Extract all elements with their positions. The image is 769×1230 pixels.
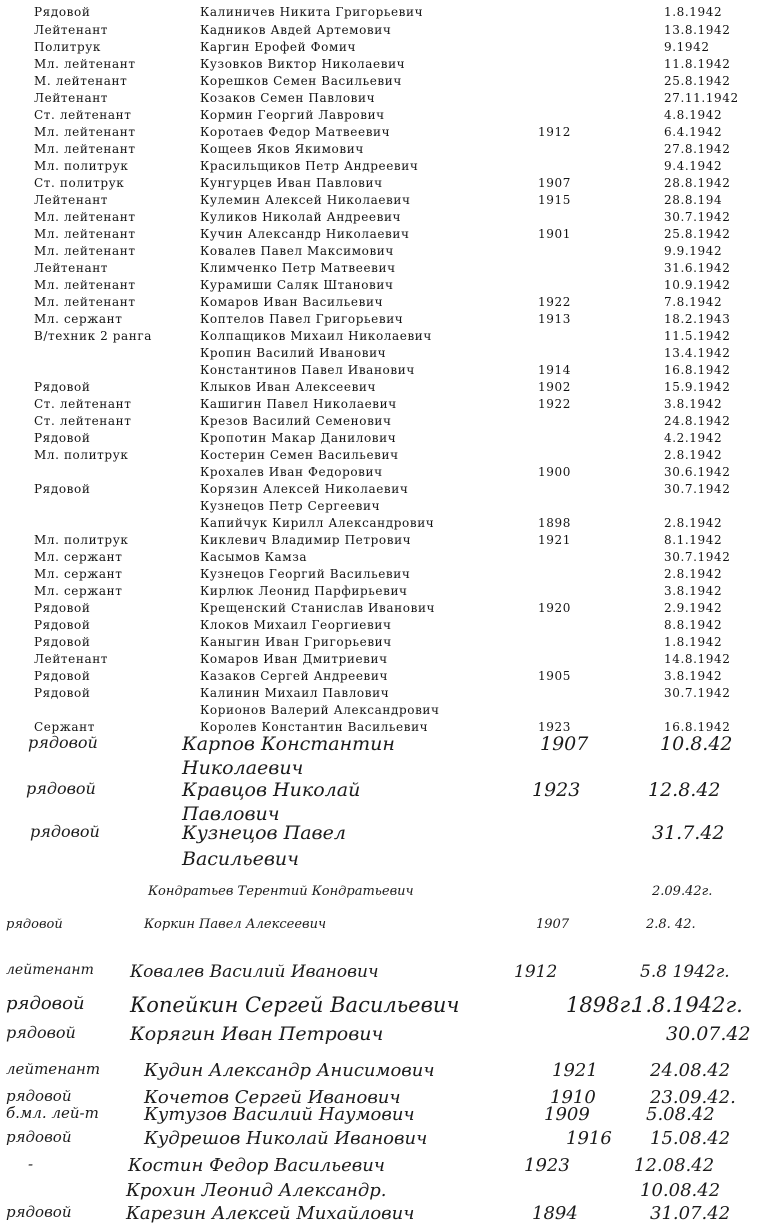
handwritten-year: 1898г. (566, 993, 637, 1017)
printed-name: Колпащиков Михаил Николаевич (200, 329, 432, 343)
printed-rank: Мл. лейтенант (34, 295, 136, 309)
printed-rank: Лейтенант (34, 23, 109, 37)
printed-row (0, 635, 769, 652)
printed-name: Константинов Павел Иванович (200, 363, 415, 377)
printed-name: Комаров Иван Васильевич (200, 295, 384, 309)
printed-rank: Мл. политрук (34, 448, 129, 462)
printed-date: 25.8.1942 (664, 227, 731, 241)
handwritten-row (0, 779, 769, 805)
printed-name: Кирлюк Леонид Парфирьевич (200, 584, 408, 598)
printed-row (0, 278, 769, 295)
printed-name: Кунгурцев Иван Павлович (200, 176, 383, 190)
printed-row (0, 91, 769, 108)
printed-row (0, 329, 769, 346)
printed-date: 3.8.1942 (664, 584, 723, 598)
printed-date: 2.9.1942 (664, 601, 723, 615)
printed-date: 13.4.1942 (664, 346, 731, 360)
printed-date: 4.8.1942 (664, 108, 723, 122)
printed-rank: Лейтенант (34, 652, 109, 666)
handwritten-year: 1923 (532, 779, 581, 801)
printed-date: 11.5.1942 (664, 329, 731, 343)
printed-name: Кулемин Алексей Николаевич (200, 193, 411, 207)
printed-name: Корешков Семен Васильевич (200, 74, 402, 88)
printed-date: 1.8.1942 (664, 5, 723, 19)
handwritten-rank: лейтенант (6, 962, 94, 978)
printed-rank: М. лейтенант (34, 74, 128, 88)
printed-name: Коптелов Павел Григорьевич (200, 312, 404, 326)
printed-rank: Мл. лейтенант (34, 278, 136, 292)
printed-date: 1.8.1942 (664, 635, 723, 649)
printed-name: Каныгин Иван Григорьевич (200, 635, 392, 649)
printed-rank: Рядовой (34, 431, 91, 445)
handwritten-date: 2.09.42г. (652, 884, 713, 899)
printed-year: 1907 (538, 176, 571, 190)
printed-rank: Рядовой (34, 686, 91, 700)
printed-rank: Мл. лейтенант (34, 244, 136, 258)
handwritten-name: Корягин Иван Петрович (130, 1023, 384, 1045)
printed-row (0, 533, 769, 550)
printed-row (0, 363, 769, 380)
printed-date: 9.9.1942 (664, 244, 723, 258)
printed-row (0, 5, 769, 22)
handwritten-name: Кочетов Сергей Иванович (144, 1087, 401, 1108)
handwritten-name: Кудрешов Николай Иванович (144, 1128, 428, 1149)
printed-row (0, 516, 769, 533)
handwritten-year: 1912 (514, 962, 558, 982)
printed-rank: Лейтенант (34, 193, 109, 207)
printed-row (0, 414, 769, 431)
handwritten-name: Павлович (182, 803, 280, 825)
printed-year: 1914 (538, 363, 571, 377)
printed-name: Ковалев Павел Максимович (200, 244, 394, 258)
printed-row (0, 57, 769, 74)
handwritten-year: 1923 (524, 1155, 570, 1176)
printed-date: 30.7.1942 (664, 550, 731, 564)
printed-row (0, 346, 769, 363)
printed-row (0, 142, 769, 159)
printed-date: 30.7.1942 (664, 686, 731, 700)
handwritten-date: 12.08.42 (634, 1155, 715, 1176)
handwritten-name: Кудин Александр Анисимович (144, 1060, 435, 1081)
printed-date: 15.9.1942 (664, 380, 731, 394)
printed-rank: Мл. сержант (34, 567, 123, 581)
printed-rank: Мл. лейтенант (34, 227, 136, 241)
handwritten-year: 1894 (532, 1203, 578, 1224)
printed-row (0, 125, 769, 142)
printed-row (0, 193, 769, 210)
handwritten-date: 24.08.42 (650, 1060, 731, 1081)
printed-date: 8.1.1942 (664, 533, 723, 547)
printed-name: Корязин Алексей Николаевич (200, 482, 409, 496)
printed-year: 1900 (538, 465, 571, 479)
printed-name: Крещенский Станислав Иванович (200, 601, 436, 615)
printed-row (0, 176, 769, 193)
handwritten-row (0, 917, 769, 937)
printed-name: Королев Константин Васильевич (200, 720, 429, 734)
printed-date: 2.8.1942 (664, 516, 723, 530)
printed-date: 11.8.1942 (664, 57, 731, 71)
printed-date: 7.8.1942 (664, 295, 723, 309)
printed-name: Комаров Иван Дмитриевич (200, 652, 388, 666)
handwritten-rank: рядовой (6, 1087, 72, 1105)
printed-name: Казаков Сергей Андреевич (200, 669, 389, 683)
handwritten-row (0, 848, 769, 874)
handwritten-name: Карезин Алексей Михайлович (126, 1203, 415, 1224)
printed-row (0, 550, 769, 567)
printed-rank: Мл. политрук (34, 533, 129, 547)
printed-row (0, 601, 769, 618)
printed-date: 27.8.1942 (664, 142, 731, 156)
printed-rank: Рядовой (34, 482, 91, 496)
handwritten-rank: рядовой (6, 1023, 76, 1042)
printed-rank: Ст. лейтенант (34, 397, 132, 411)
handwritten-row (0, 1104, 769, 1130)
printed-name: Кормин Георгий Лаврович (200, 108, 385, 122)
handwritten-date: 10.8.42 (660, 733, 733, 755)
handwritten-year: 1916 (566, 1128, 612, 1149)
handwritten-row (0, 822, 769, 848)
printed-name: Кропотин Макар Данилович (200, 431, 397, 445)
printed-row (0, 652, 769, 669)
printed-rank: В/техник 2 ранга (34, 329, 153, 343)
printed-name: Кузнецов Георгий Васильевич (200, 567, 411, 581)
handwritten-row (0, 733, 769, 759)
printed-rank: Сержант (34, 720, 95, 734)
printed-rank: Ст. политрук (34, 176, 125, 190)
printed-date: 16.8.1942 (664, 363, 731, 377)
printed-year: 1915 (538, 193, 571, 207)
handwritten-year: 1909 (544, 1104, 590, 1125)
handwritten-rank: рядовой (6, 993, 85, 1014)
printed-name: Калиничев Никита Григорьевич (200, 5, 424, 19)
handwritten-row (0, 1203, 769, 1229)
handwritten-name: Копейкин Сергей Васильевич (130, 993, 460, 1017)
printed-name: Крохалев Иван Федорович (200, 465, 383, 479)
printed-date: 14.8.1942 (664, 652, 731, 666)
printed-name: Касымов Камза (200, 550, 308, 564)
handwritten-date: 31.7.42 (652, 822, 725, 844)
printed-row (0, 23, 769, 40)
printed-rank: Мл. сержант (34, 550, 123, 564)
printed-name: Куликов Николай Андреевич (200, 210, 402, 224)
handwritten-name: Коркин Павел Алексеевич (144, 917, 327, 932)
handwritten-row (0, 1128, 769, 1154)
handwritten-rank: - (28, 1155, 34, 1173)
printed-name: Кашигин Павел Николаевич (200, 397, 397, 411)
printed-year: 1922 (538, 295, 571, 309)
printed-year: 1922 (538, 397, 571, 411)
printed-date: 3.8.1942 (664, 397, 723, 411)
handwritten-name: Ковалев Василий Иванович (130, 962, 379, 982)
printed-date: 6.4.1942 (664, 125, 723, 139)
handwritten-name: Николаевич (182, 757, 304, 779)
printed-row (0, 397, 769, 414)
printed-rank: Мл. сержант (34, 584, 123, 598)
handwritten-row (0, 962, 769, 988)
printed-row (0, 703, 769, 720)
printed-name: Кузнецов Петр Сергеевич (200, 499, 381, 513)
handwritten-row (0, 1060, 769, 1086)
printed-row (0, 431, 769, 448)
printed-date: 18.2.1943 (664, 312, 731, 326)
printed-row (0, 40, 769, 57)
handwritten-date: 2.8. 42. (646, 917, 696, 932)
printed-date: 28.8.1942 (664, 176, 731, 190)
handwritten-name: Кондратьев Терентий Кондратьевич (148, 884, 414, 899)
handwritten-row (0, 1155, 769, 1181)
printed-year: 1923 (538, 720, 571, 734)
handwritten-date: 12.8.42 (648, 779, 721, 801)
printed-row (0, 482, 769, 499)
printed-row (0, 244, 769, 261)
printed-row (0, 210, 769, 227)
printed-name: Крезов Василий Семенович (200, 414, 392, 428)
printed-year: 1913 (538, 312, 571, 326)
printed-name: Калинин Михаил Павлович (200, 686, 390, 700)
printed-name: Кучин Александр Николаевич (200, 227, 410, 241)
printed-rank: Лейтенант (34, 91, 109, 105)
printed-row (0, 261, 769, 278)
handwritten-date: 5.08.42 (646, 1104, 715, 1125)
printed-name: Кузовков Виктор Николаевич (200, 57, 406, 71)
printed-name: Красильщиков Петр Андреевич (200, 159, 419, 173)
handwritten-date: 5.8 1942г. (640, 962, 730, 982)
handwritten-rank: лейтенант (6, 1060, 101, 1078)
printed-name: Клыков Иван Алексеевич (200, 380, 377, 394)
printed-name: Каргин Ерофей Фомич (200, 40, 357, 54)
printed-row (0, 669, 769, 686)
printed-row (0, 567, 769, 584)
printed-row (0, 448, 769, 465)
printed-name: Козаков Семен Павлович (200, 91, 376, 105)
handwritten-date: 23.09.42. (650, 1087, 736, 1108)
handwritten-year: 1921 (552, 1060, 598, 1081)
handwritten-name: Костин Федор Васильевич (128, 1155, 385, 1176)
printed-date: 4.2.1942 (664, 431, 723, 445)
printed-row (0, 686, 769, 703)
printed-date: 16.8.1942 (664, 720, 731, 734)
handwritten-rank: рядовой (6, 917, 63, 932)
printed-row (0, 295, 769, 312)
printed-row (0, 74, 769, 91)
handwritten-rank: рядовой (28, 733, 98, 752)
printed-rank: Мл. сержант (34, 312, 123, 326)
handwritten-year: 1910 (550, 1087, 596, 1108)
printed-rank: Рядовой (34, 669, 91, 683)
handwritten-name: Кузнецов Павел (182, 822, 346, 844)
handwritten-year: 1907 (540, 733, 589, 755)
printed-rank: Ст. лейтенант (34, 414, 132, 428)
printed-row (0, 159, 769, 176)
handwritten-date: 31.07.42 (650, 1203, 731, 1224)
handwritten-row (0, 884, 769, 904)
printed-date: 2.8.1942 (664, 567, 723, 581)
printed-year: 1901 (538, 227, 571, 241)
printed-name: Костерин Семен Васильевич (200, 448, 399, 462)
printed-rank: Рядовой (34, 635, 91, 649)
printed-year: 1920 (538, 601, 571, 615)
handwritten-date: 30.07.42 (666, 1023, 751, 1045)
printed-date: 30.7.1942 (664, 210, 731, 224)
printed-name: Киклевич Владимир Петрович (200, 533, 412, 547)
printed-name: Кадников Авдей Артемович (200, 23, 392, 37)
printed-date: 2.8.1942 (664, 448, 723, 462)
printed-rank: Рядовой (34, 5, 91, 19)
handwritten-rank: рядовой (6, 1203, 72, 1221)
printed-date: 25.8.1942 (664, 74, 731, 88)
printed-rank: Рядовой (34, 380, 91, 394)
handwritten-rank: рядовой (26, 779, 96, 798)
printed-name: Корионов Валерий Александрович (200, 703, 440, 717)
printed-row (0, 465, 769, 482)
printed-row (0, 380, 769, 397)
handwritten-rank: рядовой (30, 822, 100, 841)
printed-year: 1898 (538, 516, 571, 530)
handwritten-date: 10.08.42 (640, 1180, 721, 1201)
handwritten-name: Карпов Константин (182, 733, 395, 755)
printed-rank: Лейтенант (34, 261, 109, 275)
printed-date: 3.8.1942 (664, 669, 723, 683)
printed-date: 13.8.1942 (664, 23, 731, 37)
printed-name: Курамиши Саляк Штанович (200, 278, 394, 292)
handwritten-name: Крохин Леонид Александр. (126, 1180, 387, 1201)
handwritten-rank: б.мл. лей-т (6, 1104, 99, 1122)
printed-name: Клоков Михаил Георгиевич (200, 618, 392, 632)
printed-rank: Мл. лейтенант (34, 142, 136, 156)
printed-row (0, 312, 769, 329)
printed-date: 31.6.1942 (664, 261, 731, 275)
printed-year: 1905 (538, 669, 571, 683)
printed-date: 30.6.1942 (664, 465, 731, 479)
printed-date: 9.4.1942 (664, 159, 723, 173)
printed-rank: Мл. лейтенант (34, 210, 136, 224)
printed-year: 1921 (538, 533, 571, 547)
printed-rank: Ст. лейтенант (34, 108, 132, 122)
printed-name: Кропин Василий Иванович (200, 346, 387, 360)
printed-name: Коротаев Федор Матвеевич (200, 125, 391, 139)
printed-row (0, 108, 769, 125)
handwritten-name: Васильевич (182, 848, 299, 870)
printed-rank: Мл. политрук (34, 159, 129, 173)
printed-date: 8.8.1942 (664, 618, 723, 632)
printed-name: Климченко Петр Матвеевич (200, 261, 396, 275)
printed-date: 28.8.194 (664, 193, 723, 207)
printed-row (0, 499, 769, 516)
handwritten-date: 1.8.1942г. (632, 993, 743, 1017)
printed-rank: Политрук (34, 40, 101, 54)
printed-date: 10.9.1942 (664, 278, 731, 292)
handwritten-date: 15.08.42 (650, 1128, 731, 1149)
printed-row (0, 227, 769, 244)
printed-date: 27.11.1942 (664, 91, 739, 105)
handwritten-row (0, 1023, 769, 1049)
printed-rank: Мл. лейтенант (34, 125, 136, 139)
printed-row (0, 618, 769, 635)
printed-rank: Рядовой (34, 601, 91, 615)
printed-name: Кощеев Яков Якимович (200, 142, 364, 156)
printed-date: 30.7.1942 (664, 482, 731, 496)
printed-row (0, 584, 769, 601)
printed-year: 1912 (538, 125, 571, 139)
printed-year: 1902 (538, 380, 571, 394)
printed-name: Капийчук Кирилл Александрович (200, 516, 435, 530)
printed-rank: Мл. лейтенант (34, 57, 136, 71)
handwritten-name: Кравцов Николай (182, 779, 361, 801)
handwritten-row (0, 993, 769, 1021)
printed-rank: Рядовой (34, 618, 91, 632)
handwritten-name: Кутузов Василий Наумович (144, 1104, 415, 1125)
handwritten-rank: рядовой (6, 1128, 72, 1146)
handwritten-year: 1907 (536, 917, 570, 932)
printed-date: 9.1942 (664, 40, 710, 54)
printed-date: 24.8.1942 (664, 414, 731, 428)
